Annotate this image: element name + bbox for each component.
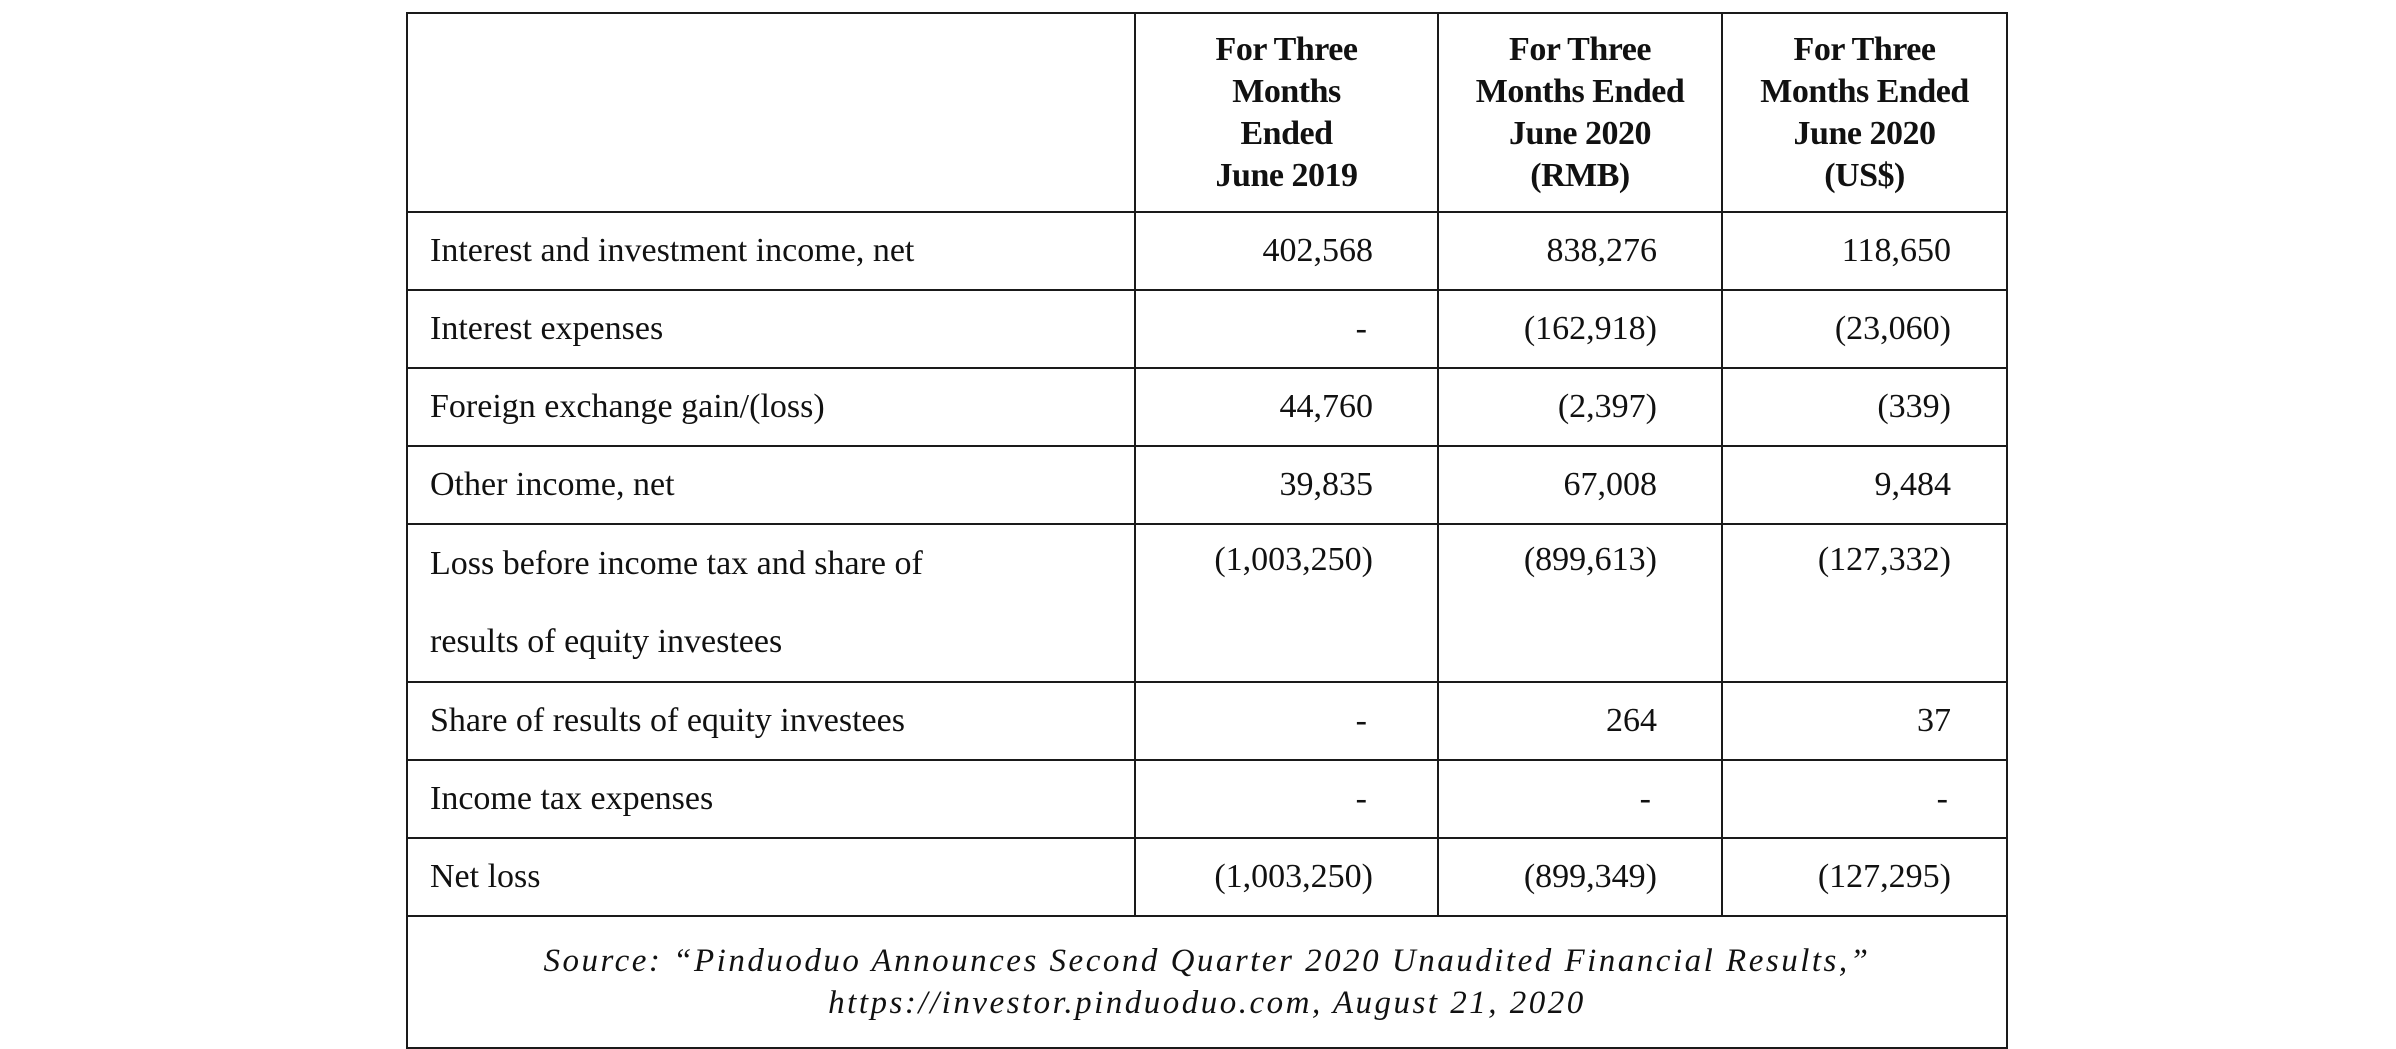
row-label: Foreign exchange gain/(loss) — [407, 368, 1135, 446]
row-label: Income tax expenses — [407, 760, 1135, 838]
table-row — [407, 760, 2007, 838]
value-cell: 838,276 — [1438, 212, 1722, 290]
header-line: Months Ended — [1475, 72, 1685, 110]
header-line: June 2019 — [1215, 156, 1358, 194]
value-cell: 402,568 — [1135, 212, 1438, 290]
row-label — [407, 524, 1135, 682]
row-label: Interest expenses — [407, 290, 1135, 368]
header-line: For Three — [1215, 30, 1358, 68]
value-cell: (899,349) — [1438, 838, 1722, 916]
value-cell: 37 — [1722, 682, 2007, 760]
value-cell: - — [1722, 760, 2007, 838]
row-label: Share of results of equity investees — [407, 682, 1135, 760]
row-label-line: Loss before income tax and share of — [430, 545, 923, 582]
table-row — [407, 524, 2007, 682]
header-q2-2019 — [1135, 13, 1438, 212]
row-label: Other income, net — [407, 446, 1135, 524]
value-cell: (23,060) — [1722, 290, 2007, 368]
header-line: Months Ended — [1760, 72, 1969, 110]
value-cell: - — [1135, 760, 1438, 838]
header-line: June 2020 — [1509, 114, 1651, 152]
row-label: Interest and investment income, net — [407, 212, 1135, 290]
header-line: June 2020 — [1793, 114, 1936, 152]
value-cell: 39,835 — [1135, 446, 1438, 524]
header-line: For Three — [1793, 30, 1936, 68]
source-url-line: https://investor.pinduoduo.com, August 21, 2020 — [828, 985, 1586, 1021]
value-cell: 67,008 — [1438, 446, 1722, 524]
value-cell: (1,003,250) — [1135, 838, 1438, 916]
value-cell: - — [1135, 290, 1438, 368]
table-row — [407, 212, 2007, 290]
value-cell: (127,295) — [1722, 838, 2007, 916]
row-label: Net loss — [407, 838, 1135, 916]
table-row — [407, 682, 2007, 760]
value-cell: - — [1438, 760, 1722, 838]
source-line: Source: “Pinduoduo Announces Second Quarter 2020 Unaudited Financial Results,” — [543, 943, 1871, 979]
value-cell: (1,003,250) — [1135, 524, 1438, 682]
value-cell: 9,484 — [1722, 446, 2007, 524]
table-row — [407, 368, 2007, 446]
value-cell: (127,332) — [1722, 524, 2007, 682]
value-cell: 44,760 — [1135, 368, 1438, 446]
source-note — [407, 916, 2007, 1048]
table-row — [407, 290, 2007, 368]
value-cell: 118,650 — [1722, 212, 2007, 290]
value-cell: (899,613) — [1438, 524, 1722, 682]
header-line: Months — [1232, 72, 1341, 110]
header-q2-2020-rmb — [1438, 13, 1722, 212]
table-row — [407, 446, 2007, 524]
header-line: Ended — [1240, 114, 1333, 152]
header-row — [407, 13, 2007, 212]
table-row — [407, 838, 2007, 916]
value-cell: - — [1135, 682, 1438, 760]
value-cell: (162,918) — [1438, 290, 1722, 368]
value-cell: 264 — [1438, 682, 1722, 760]
financial-table — [406, 12, 2008, 1049]
row-label-line: results of equity investees — [430, 623, 783, 660]
source-row — [407, 916, 2007, 1048]
value-cell: (2,397) — [1438, 368, 1722, 446]
header-line: (US$) — [1824, 156, 1905, 194]
header-blank-cell — [407, 13, 1135, 212]
header-line: For Three — [1509, 30, 1651, 68]
header-q2-2020-usd — [1722, 13, 2007, 212]
value-cell: (339) — [1722, 368, 2007, 446]
header-line: (RMB) — [1530, 156, 1630, 194]
